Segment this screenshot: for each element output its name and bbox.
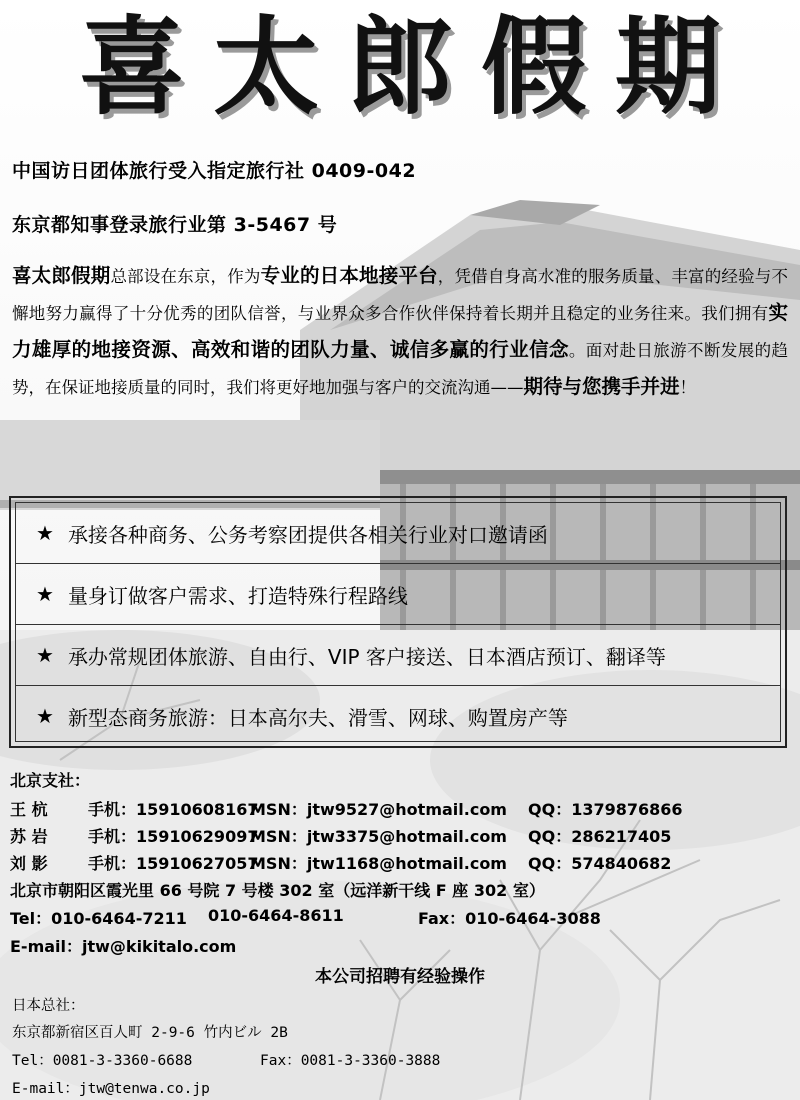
service-item [16, 503, 780, 564]
japan-email: E-mail：jtw@tenwa.co.jp [12, 1081, 210, 1097]
company-intro-paragraph [12, 258, 788, 406]
intro-text-4: ！ [679, 378, 697, 397]
star-icon: ★ [36, 582, 54, 606]
contact-mobile: 手机：15910627057 [88, 854, 259, 873]
contact-qq: QQ：286217405 [528, 827, 672, 846]
japan-hq-heading: 日本总社： [12, 998, 85, 1014]
beijing-email: E-mail：jtw@kikitalo.com [10, 937, 237, 956]
service-item-label: 量身订做客户需求、打造特殊行程路线 [67, 583, 408, 608]
star-icon: ★ [36, 521, 54, 545]
beijing-address: 北京市朝阳区霞光里 66 号院 7 号楼 302 室（远洋新干线 F 座 302 室） [10, 881, 545, 900]
contact-qq: QQ：1379876866 [528, 800, 683, 819]
services-box [9, 496, 787, 748]
contact-name: 刘 影 [10, 854, 48, 873]
intro-text-2: ，凭借自身高水准的服务质量、丰富的经验与不懈地努力赢得了十分优秀的团队信誉，与业界众多合作伙伴保持着长期并且稳定的业务往来。我们拥有 [12, 267, 788, 323]
beijing-branch-heading: 北京支社： [10, 771, 91, 790]
service-item [16, 564, 780, 625]
license-line-2: 东京都知事登录旅行业第 3-5467 号 [12, 214, 338, 236]
service-item [16, 686, 780, 746]
star-icon: ★ [36, 643, 54, 667]
contact-mobile: 手机：15910629097 [88, 827, 259, 846]
intro-text-3: 。面对赴日旅游不断发展的趋势，在保证地接质量的同时，我们将更好地加强与客户的交流沟通—— [12, 341, 788, 397]
service-item-label: 承办常规团体旅游、自由行、VIP 客户接送、日本酒店预订、翻译等 [67, 644, 666, 669]
contact-msn: MSN：jtw1168@hotmail.com [250, 854, 507, 873]
beijing-tel-2: 010-6464-8611 [208, 906, 344, 925]
contact-msn: MSN：jtw9527@hotmail.com [250, 800, 507, 819]
star-icon: ★ [36, 704, 54, 728]
recruitment-notice: 本公司招聘有经验操作 [315, 967, 485, 987]
service-item [16, 625, 780, 686]
japan-tel: Tel：0081-3-3360-6688 [12, 1053, 193, 1069]
beijing-tel-1: Tel：010-6464-7211 [10, 909, 187, 928]
intro-brand: 喜太郎假期 [12, 264, 111, 287]
intro-text-1: 总部设在东京，作为 [110, 267, 261, 286]
contact-mobile: 手机：15910608167 [88, 800, 259, 819]
japan-address: 东京都新宿区百人町 2-9-6 竹内ビル 2B [12, 1025, 288, 1041]
contact-msn: MSN：jtw3375@hotmail.com [250, 827, 507, 846]
license-line-1: 中国访日团体旅行受入指定旅行社 0409-042 [12, 160, 417, 182]
contact-qq: QQ：574840682 [528, 854, 672, 873]
intro-highlight-platform: 专业的日本地接平台 [260, 264, 438, 287]
contact-name: 王 杭 [10, 800, 48, 819]
intro-highlight-slogan: 期待与您携手并进 [523, 375, 680, 398]
service-item-label: 新型态商务旅游：日本高尔夫、滑雪、网球、购置房产等 [67, 705, 568, 730]
japan-fax: Fax：0081-3-3360-3888 [260, 1053, 441, 1069]
service-item-label: 承接各种商务、公务考察团提供各相关行业对口邀请函 [67, 522, 548, 547]
beijing-fax: Fax：010-6464-3088 [418, 909, 601, 928]
contact-name: 苏 岩 [10, 827, 48, 846]
intro-highlight-strengths: 实力雄厚的地接资源、高效和谐的团队力量、诚信多赢的行业信念 [12, 301, 788, 361]
page-title: 喜太郎假期 [79, 4, 749, 129]
